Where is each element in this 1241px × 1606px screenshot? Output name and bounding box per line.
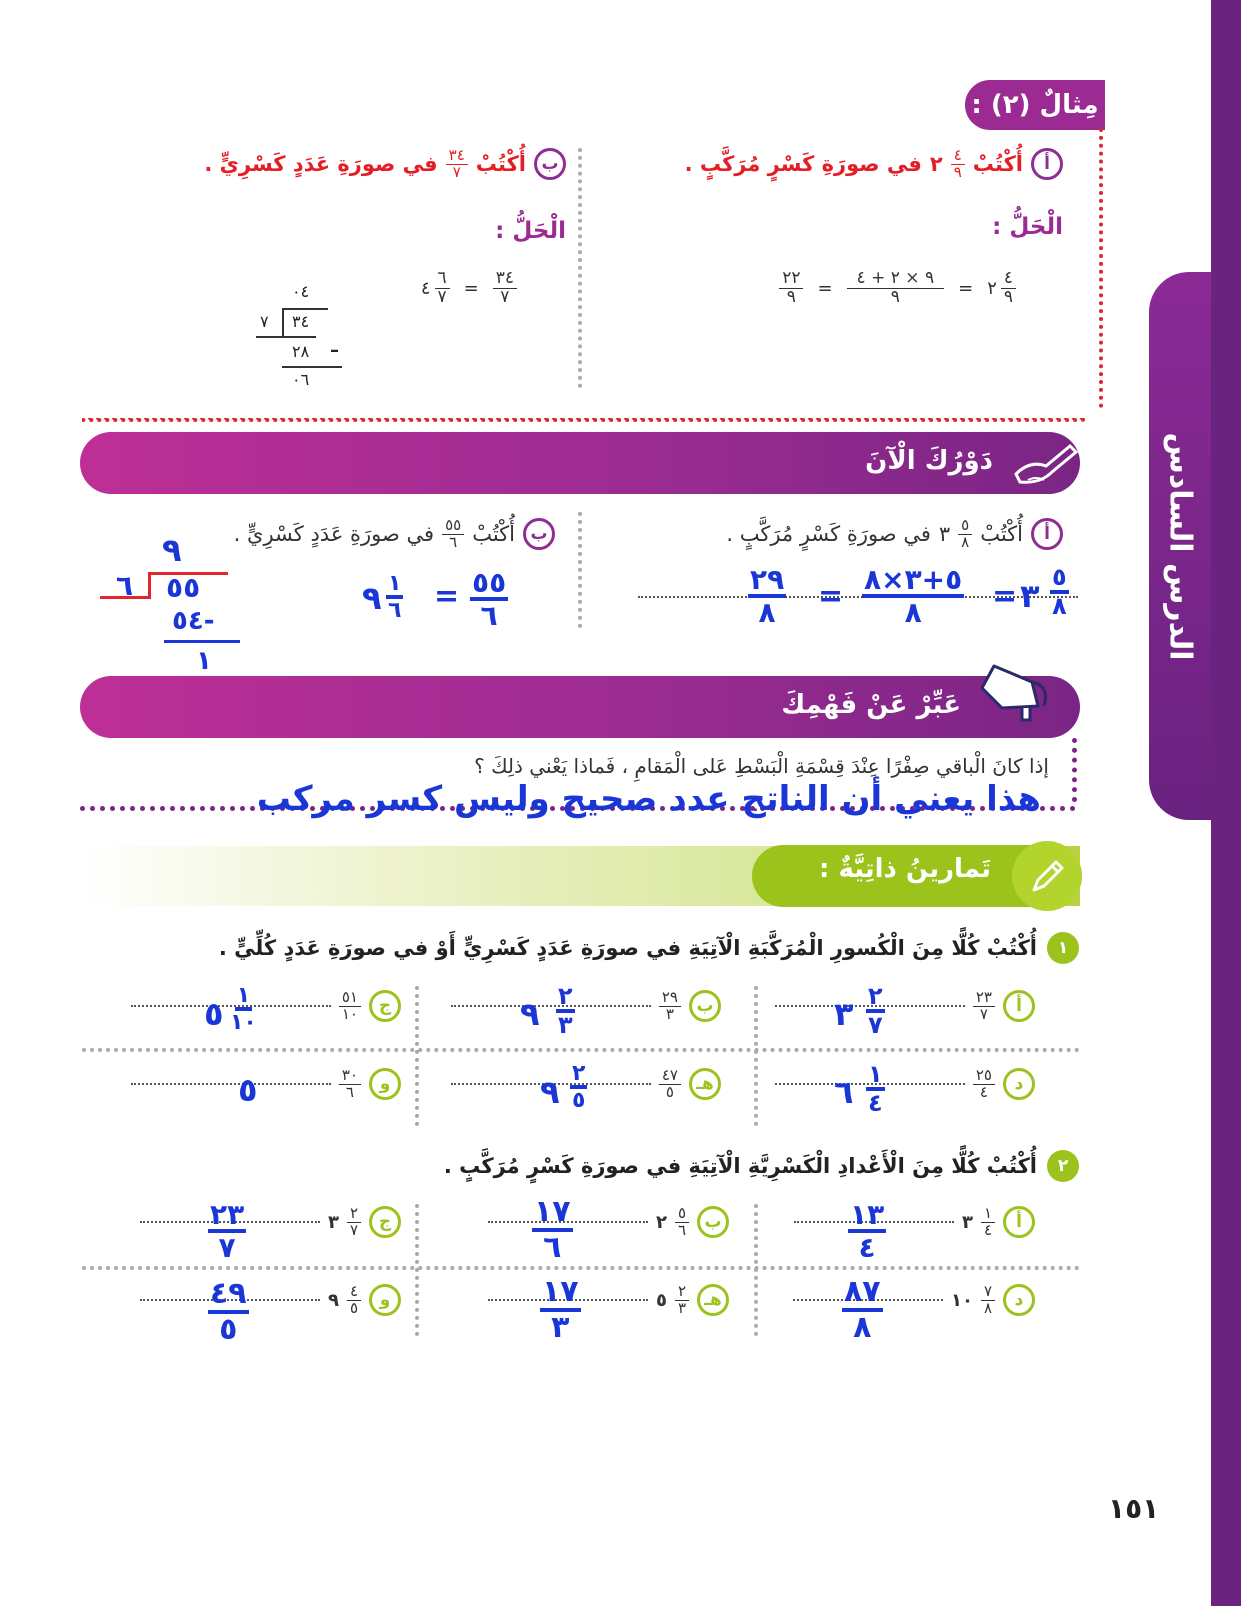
task-fraction [951, 148, 965, 181]
hw-answer-whole: ٩ [520, 995, 540, 1033]
hw-answer-fraction [570, 1062, 587, 1112]
q2-item-d [793, 1284, 1035, 1317]
item-letter-badge: ج [369, 1206, 401, 1238]
item-letter-badge: و [369, 1284, 401, 1316]
fraction-denominator: ٧ [452, 162, 461, 181]
hw-numerator: ٢ [556, 984, 575, 1013]
hw-answer-whole: ٥ [204, 995, 224, 1033]
answer-line [451, 1005, 651, 1007]
express-title: عَبِّرْ عَنْ فَهْمِكَ [781, 690, 961, 720]
hw-denominator: ٧ [868, 1011, 883, 1040]
division-remainder: ٠٦ [292, 370, 310, 389]
fraction-denominator: ٣ [677, 1298, 686, 1317]
task-verb: أُكْتُبْ [475, 152, 526, 177]
item-whole: ٥ [655, 1289, 667, 1311]
hw-result-fraction [386, 572, 403, 622]
item-whole: ٣ [961, 1211, 973, 1233]
example-long-division [256, 282, 356, 392]
fraction-denominator: ٩ [786, 286, 796, 307]
fraction-numerator: ٢٩ [659, 990, 681, 1007]
fraction-denominator: ٦ [345, 1082, 354, 1101]
hw-divisor: ٦ [116, 569, 134, 602]
fraction-denominator: ٧ [979, 1004, 988, 1023]
hw-equals: = [434, 579, 460, 614]
page-number: ١٥١ [1108, 1492, 1160, 1525]
hw-answer-whole: ٣ [834, 995, 854, 1033]
example-a-equation [779, 270, 1016, 307]
hw-equals: = [992, 579, 1018, 614]
fraction-numerator: ٤ [951, 148, 965, 165]
fraction-denominator: ٥ [349, 1298, 358, 1317]
item-fraction [659, 990, 681, 1023]
hw-answer-fraction [842, 1276, 883, 1343]
q1-item-b [451, 990, 721, 1023]
fraction-denominator: ٥ [665, 1082, 674, 1101]
fraction-numerator: ٢ [675, 1284, 689, 1301]
fraction-denominator: ٤ [983, 1220, 992, 1239]
hw-denominator: ٥ [572, 1088, 586, 1114]
hw-dividend: ٥٥ [166, 571, 201, 604]
solution-label-a: الْحَلُّ : [992, 214, 1063, 240]
fraction-denominator: ٤ [979, 1082, 988, 1101]
hw-denominator: ٤ [868, 1089, 883, 1118]
task-fraction [958, 518, 972, 551]
your-turn-title: دَوْرُكَ الْآنَ [865, 446, 993, 476]
division-minus: – [330, 340, 339, 361]
pencil-icon [1028, 856, 1068, 896]
result-whole: ٤ [420, 277, 431, 299]
hw-denominator: ١٠ [230, 1010, 257, 1036]
fraction-denominator: ٨ [961, 532, 970, 551]
q1-item-f [131, 1068, 401, 1101]
lesson-side-tab-label [1149, 272, 1211, 820]
question-text: أُكْتُبْ كُلًّا مِنَ الْكُسورِ الْمُرَكَّبَةِ الْآتِيَةِ في صورَةِ عَدَدٍ كَسْرِيٍّ أَوْ في صورَةِ عَدَدٍ كُلِّيٍّ . [218, 936, 1037, 960]
express-border-right [1072, 738, 1077, 802]
hw-numerator: ١٧ [540, 1276, 581, 1312]
fraction-numerator: ٩ × ٢ + ٤ [847, 270, 945, 289]
division-divisor: ٧ [260, 312, 269, 331]
example-border-bottom [82, 418, 1086, 422]
fraction-denominator: ٧ [500, 286, 510, 307]
hw-answer-fraction [556, 984, 575, 1038]
fraction-numerator: ٥٥ [442, 518, 464, 535]
hw-numerator: ١ [386, 572, 403, 599]
hw-answer-fraction [866, 1062, 885, 1116]
division-dividend: ٣٤ [292, 312, 310, 331]
example-part-b [204, 148, 566, 181]
fraction-denominator: ٧ [437, 286, 447, 307]
item-letter-badge: د [1003, 1068, 1035, 1100]
hw-middle-fraction [862, 565, 964, 628]
hw-answer-fraction [540, 1276, 581, 1343]
item-fraction [973, 990, 995, 1023]
fraction-denominator: ٦ [677, 1220, 686, 1239]
division-subtrahend: ٢٨ [292, 342, 310, 361]
hw-denominator: ٦ [543, 1229, 562, 1265]
hw-numerator: ٨٧ [842, 1276, 883, 1312]
hw-numerator: ٢٣ [208, 1200, 246, 1233]
part-letter-badge: أ [1031, 518, 1063, 550]
your-turn-part-b [234, 518, 555, 551]
item-fraction [981, 1284, 995, 1317]
fraction-denominator: ٩ [890, 286, 900, 307]
fraction-numerator: ٢ [347, 1206, 361, 1223]
equals-sign: = [463, 277, 479, 299]
fraction-numerator: ٤٧ [659, 1068, 681, 1085]
hw-bracket-bar [148, 572, 151, 599]
equals-sign: = [817, 277, 833, 299]
hw-denominator: ٨ [758, 596, 776, 630]
hw-numerator: ٥ [1050, 565, 1069, 594]
fraction-numerator: ٤ [347, 1284, 361, 1301]
fraction-numerator: ٧ [981, 1284, 995, 1301]
hw-original-fraction [470, 568, 508, 631]
item-letter-badge: هـ [697, 1284, 729, 1316]
item-fraction [675, 1206, 689, 1239]
item-fraction [347, 1284, 361, 1317]
item-letter-badge: أ [1003, 990, 1035, 1022]
q1-item-a [775, 990, 1035, 1023]
fraction-numerator: ٥ [675, 1206, 689, 1223]
q1-divider-1 [415, 986, 419, 1126]
task-suffix: في صورَةِ كَسْرٍ مُرَكَّبٍ . [684, 152, 922, 177]
hw-answer-fraction [532, 1196, 573, 1263]
fraction-numerator: ٥ [958, 518, 972, 535]
fraction-numerator: ٣٠ [339, 1068, 361, 1085]
part-letter-badge: ب [523, 518, 555, 550]
q2-divider-2 [754, 1204, 758, 1336]
hw-numerator: ٢ [570, 1062, 587, 1089]
hw-denominator: ٧ [218, 1231, 236, 1265]
division-bracket-top [282, 308, 328, 310]
question-number-badge: ١ [1047, 932, 1079, 964]
hw-denominator: ٦ [480, 599, 498, 633]
middle-fraction [847, 270, 945, 307]
task-verb: أُكْتُبْ [972, 152, 1023, 177]
fraction-numerator: ٣٤ [446, 148, 468, 165]
hw-division-line [164, 640, 240, 643]
q1-row-divider [82, 1048, 1080, 1052]
task-whole: ٢ [929, 152, 943, 177]
item-letter-badge: ج [369, 990, 401, 1022]
hw-answer-fraction [848, 1200, 886, 1263]
hw-express-answer: هذا يعني أن الناتج عدد صحيح وليس كسر مركب [256, 779, 1041, 819]
fraction-numerator: ٥١ [339, 990, 361, 1007]
q2-item-b [488, 1206, 729, 1239]
hw-mixed-whole: ٣ [1020, 577, 1040, 615]
hw-result-fraction [748, 565, 786, 628]
example-column-divider [578, 148, 582, 388]
division-line [282, 366, 342, 368]
item-fraction [675, 1284, 689, 1317]
q1-divider-2 [754, 986, 758, 1126]
fraction-numerator: ٦ [435, 270, 450, 289]
fraction-numerator: ٤ [1001, 270, 1016, 289]
hw-answer-fraction [230, 984, 257, 1034]
item-letter-badge: ب [697, 1206, 729, 1238]
express-question: إذا كانَ الْباقي صِفْرًا عِنْدَ قِسْمَةِ الْبَسْطِ عَلى الْمَقامِ ، فَماذا يَعْني ذلِكَ ؟ [474, 754, 1049, 778]
your-turn-part-a [726, 518, 1063, 551]
example-part-a [685, 148, 1063, 181]
q2-item-c [140, 1206, 401, 1239]
task-suffix: في صورَةِ كَسْرٍ مُرَكَّبٍ . [726, 522, 931, 547]
hw-denominator: ٨ [1052, 592, 1067, 621]
question-2 [444, 1150, 1079, 1182]
fraction-denominator: ١٠ [341, 1004, 358, 1023]
item-fraction [347, 1206, 361, 1239]
item-fraction [339, 1068, 361, 1101]
hw-numerator: ١٧ [532, 1196, 573, 1232]
division-quotient: ٠٤ [292, 282, 310, 301]
task-suffix: في صورَةِ عَدَدٍ كَسْرِيٍّ . [204, 152, 438, 177]
hw-numerator: ٥+٣×٨ [862, 565, 964, 598]
fraction-denominator: ٣ [665, 1004, 674, 1023]
fraction-numerator: ٣٤ [493, 270, 517, 289]
question-number-badge: ٢ [1047, 1150, 1079, 1182]
fraction-denominator: ٩ [1003, 286, 1013, 307]
item-fraction [973, 1068, 995, 1101]
hw-answer-whole: ٦ [834, 1073, 854, 1111]
hw-numerator: ٥٥ [470, 568, 508, 601]
task-verb: أُكْتُبْ [980, 522, 1023, 547]
mixed-fraction [1001, 270, 1016, 307]
task-fraction [446, 148, 468, 181]
hw-numerator: ١٣ [848, 1200, 886, 1233]
hw-remainder: ١ [196, 646, 212, 676]
item-letter-badge: ب [689, 990, 721, 1022]
q2-divider-1 [415, 1204, 419, 1336]
fraction-numerator: ٢٥ [973, 1068, 995, 1085]
improper-fraction [493, 270, 517, 307]
task-verb: أُكْتُبْ [472, 522, 515, 547]
hw-whole: ٩ [362, 579, 382, 617]
item-whole: ٩ [327, 1289, 339, 1311]
example-title: مِثالٌ (٢) : [965, 80, 1105, 130]
hw-denominator: ٦ [388, 598, 402, 624]
example-border-right [1099, 128, 1103, 408]
fraction-denominator: ٦ [449, 532, 458, 551]
question-text: أُكْتُبْ كُلًّا مِنَ الْأَعْدادِ الْكَسْرِيَّةِ الْآتِيَةِ في صورَةِ كَسْرٍ مُرَكَّبٍ . [443, 1154, 1037, 1178]
fraction-numerator: ٢٢ [779, 270, 803, 289]
fraction-denominator: ٧ [349, 1220, 358, 1239]
hw-answer-fraction [208, 1278, 249, 1345]
q2-row-divider [82, 1266, 1080, 1270]
item-letter-badge: هـ [689, 1068, 721, 1100]
pencil-hand-icon [1010, 440, 1080, 486]
hw-denominator: ٤ [858, 1231, 876, 1265]
your-turn-divider [578, 512, 582, 628]
hw-numerator: ٢٩ [748, 565, 786, 598]
hw-numerator: ١ [235, 984, 252, 1011]
part-letter-badge: ب [534, 148, 566, 180]
hw-answer-whole: ٩ [540, 1073, 560, 1111]
task-whole: ٣ [938, 522, 951, 547]
division-bracket-bar [282, 308, 284, 336]
q1-item-d [775, 1068, 1035, 1101]
hw-quotient: ٩ [162, 531, 182, 569]
item-fraction [339, 990, 361, 1023]
answer-line [131, 1083, 331, 1085]
solution-label-b: الْحَلُّ : [495, 218, 566, 244]
task-suffix: في صورَةِ عَدَدٍ كَسْرِيٍّ . [233, 522, 435, 547]
hw-denominator: ٥ [219, 1311, 238, 1347]
question-1 [219, 932, 1079, 964]
item-whole: ٢ [655, 1211, 667, 1233]
fraction-numerator: ٢٣ [973, 990, 995, 1007]
item-fraction [659, 1068, 681, 1101]
exercises-title: تَمارينُ ذاتِيَّةٌ : [819, 854, 991, 884]
result-fraction [779, 270, 803, 307]
hw-answer-fraction [208, 1200, 246, 1263]
hw-equals: = [818, 579, 844, 614]
side-strip [1211, 0, 1241, 1606]
hw-subtrahend: -٥٤ [172, 606, 215, 636]
hw-denominator: ٣ [551, 1309, 570, 1345]
hw-denominator: ٨ [853, 1309, 872, 1345]
hw-numerator: ٢ [866, 984, 885, 1013]
hw-answer-fraction [866, 984, 885, 1038]
result-fraction [435, 270, 450, 307]
fraction-denominator: ٩ [953, 162, 962, 181]
q2-item-f [140, 1284, 401, 1317]
q1-item-c [131, 990, 401, 1023]
division-line [256, 336, 316, 338]
item-letter-badge: أ [1003, 1206, 1035, 1238]
example-b-equation [421, 270, 517, 307]
hw-denominator: ٣ [558, 1011, 573, 1040]
equals-sign: = [958, 277, 974, 299]
item-letter-badge: و [369, 1068, 401, 1100]
item-whole: ٣ [327, 1211, 339, 1233]
fraction-numerator: ١ [981, 1206, 995, 1223]
part-letter-badge: أ [1031, 148, 1063, 180]
q2-item-a [794, 1206, 1035, 1239]
mixed-whole: ٢ [987, 277, 997, 299]
lesson-title: الدرس السادس [1162, 431, 1198, 661]
hw-denominator: ٨ [904, 596, 922, 630]
task-fraction [442, 518, 464, 551]
hw-numerator: ٤٩ [208, 1278, 249, 1314]
hw-answer-whole: ٥ [238, 1071, 258, 1109]
hw-mixed-fraction [1050, 565, 1069, 619]
item-letter-badge: د [1003, 1284, 1035, 1316]
hw-numerator: ١ [866, 1062, 885, 1091]
fraction-denominator: ٨ [983, 1298, 992, 1317]
item-whole: ١٠ [950, 1289, 973, 1311]
item-fraction [981, 1206, 995, 1239]
megaphone-icon [972, 652, 1060, 722]
q2-item-e [488, 1284, 729, 1317]
